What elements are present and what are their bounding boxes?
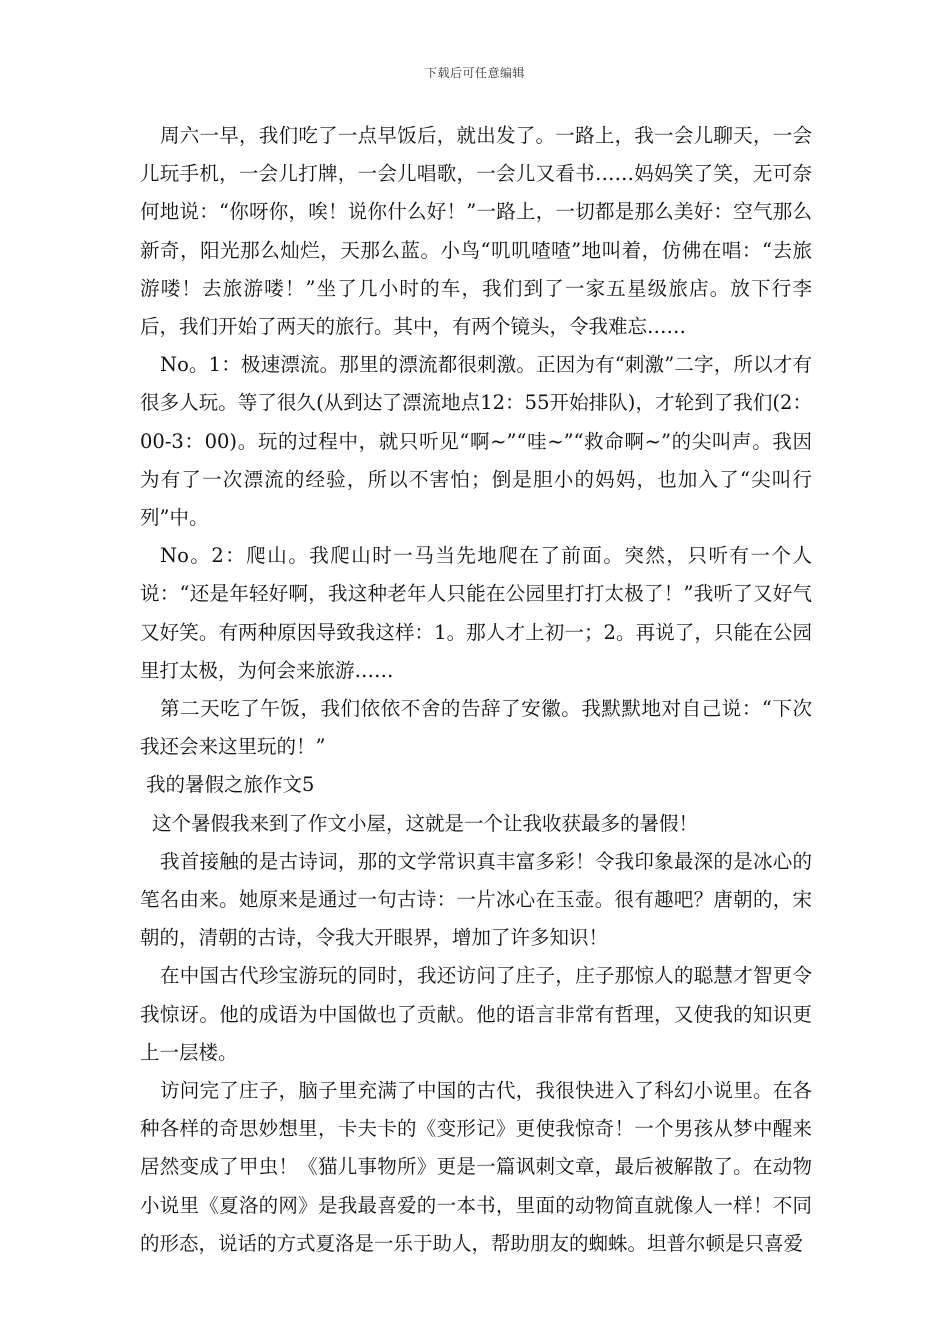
section-heading: 我的暑假之旅作文5 (146, 773, 315, 797)
paragraph: 访问完了庄子，脑子里充满了中国的古代，我很快进入了科幻小说里。在各种各样的奇思妙想里，卡夫卡的《变形记》更使我惊奇！一个男孩从梦中醒来居然变成了甲虫！《猫儿事物所》更是一篇讽刺文章，最后被解散了。在动物小说里《夏洛的网》是我最喜爱的一本书，里面的动物简直就像人一样！不同的形态，说话的方式夏洛是一乐于助人，帮助朋友的蜘蛛。坦普尔顿是只喜爱 (140, 1079, 812, 1255)
paragraph: 在中国古代珍宝游玩的同时，我还访问了庄子，庄子那惊人的聪慧才智更令我惊讶。他的成语为中国做也了贡献。他的语言非常有哲理，又使我的知识更上一层楼。 (140, 964, 812, 1064)
paragraph: 周六一早，我们吃了一点早饭后，就出发了。一路上，我一会儿聊天，一会儿玩手机，一会儿打牌，一会儿唱歌，一会儿又看书……妈妈笑了笑，无可奈何地说：“你呀你，唉！说你什么好！”一路上，一切都是那么美好：空气那么新奇，阳光那么灿烂，天那么蓝。小鸟“叽叽喳喳”地叫着，仿佛在唱：“去旅游喽！去旅游喽！”坐了几小时的车，我们到了一家五星级旅店。放下行李后，我们开始了两天的旅行。其中，有两个镜头，令我难忘…… (140, 124, 812, 339)
paragraph: 我首接触的是古诗词，那的文学常识真丰富多彩！令我印象最深的是冰心的笔名由来。她原来是通过一句古诗：一片冰心在玉壶。很有趣吧？唐朝的，宋朝的，清朝的古诗，令我大开眼界，增加了许多知识！ (140, 849, 812, 950)
paragraph: 这个暑假我来到了作文小屋，这就是一个让我收获最多的暑假！ (152, 811, 699, 835)
paragraph: No。2：爬山。我爬山时一马当先地爬在了前面。突然，只听有一个人说：“还是年轻好啊，我这种老年人只能在公园里打打太极了！”我听了又好气又好笑。有两种原因导致我这样：1。那人才上初一；2。再说了，只能在公园里打太极，为何会来旅游…… (140, 544, 812, 682)
document-body (140, 117, 812, 1263)
paragraph: 第二天吃了午饭，我们依依不舍的告辞了安徽。我默默地对自己说：“下次我还会来这里玩的！” (140, 697, 812, 759)
page-header: 下载后可任意编辑 (424, 66, 525, 80)
paragraph: No。1：极速漂流。那里的漂流都很刺激。正因为有“刺激”二字，所以才有很多人玩。等了很久(从到达了漂流地点12：55开始排队)，才轮到了我们(2：00-3：00)。玩的过程中，就只听见“啊~”“哇~”“救命啊~”的尖叫声。我因为有了一次漂流的经验，所以不害怕；倒是胆小的妈妈，也加入了“尖叫行列”中。 (140, 353, 812, 530)
